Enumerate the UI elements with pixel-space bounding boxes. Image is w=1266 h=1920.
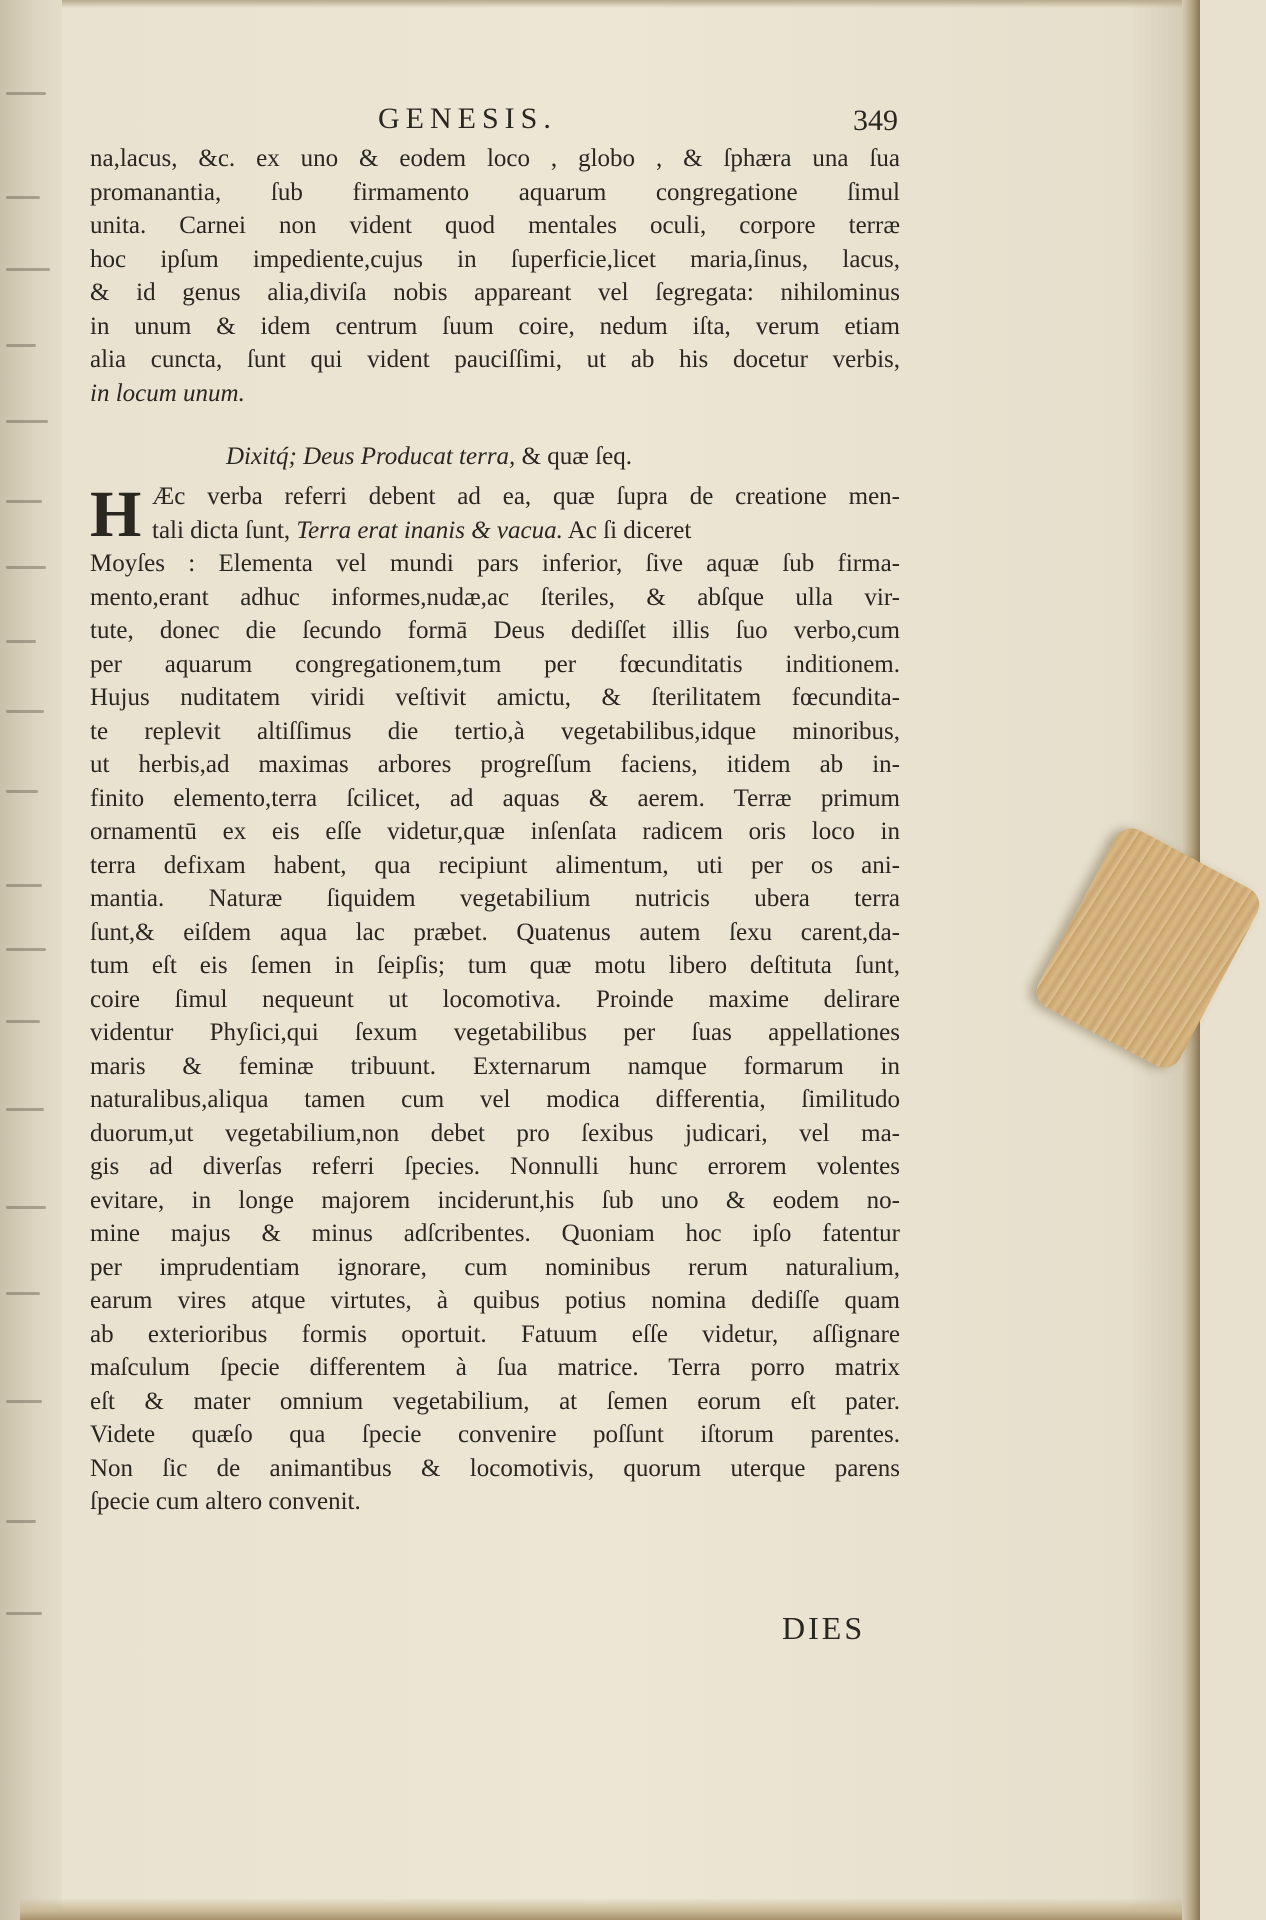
text-line: ornamentū ex eis eſſe videtur,quæ inſenſata radicem oris loco in: [90, 818, 900, 845]
text-line: videntur Phyſici,qui ſexum vegetabilibus per ſuas appellationes: [90, 1019, 900, 1046]
bleed-through-mark: [6, 1612, 42, 1615]
text-line: na,lacus, &c. ex uno & eodem loco , globo , & ſphæra una ſua: [90, 145, 900, 172]
second-line-italic: Terra erat inanis & vacua.: [296, 516, 563, 544]
second-line-roman: tali dicta ſunt,: [152, 516, 297, 544]
bleed-through-mark: [6, 344, 36, 347]
bleed-through-mark: [6, 1292, 40, 1295]
text-line: naturalibus,aliqua tamen cum vel modica differentia, ſimilitudo: [90, 1086, 900, 1113]
text-line: promanantia, ſub firmamento aquarum congregatione ſimul: [90, 178, 900, 206]
text-line: finito elemento,terra ſcilicet, ad aquas & aerem. Terræ primum: [90, 784, 900, 812]
text-line-italic: in locum unum.: [90, 379, 245, 407]
page-number: 349: [853, 104, 898, 137]
bleed-through-mark: [6, 884, 42, 887]
text-line: ab exterioribus formis oportuit. Fatuum eſſe videtur, aſſignare: [90, 1320, 900, 1348]
text-line-last: ſpecie cum altero convenit.: [90, 1488, 361, 1515]
text-line: & id genus alia,diviſa nobis appareant vel ſegregata: nihilominus: [90, 279, 900, 306]
bleed-through-mark: [6, 500, 42, 503]
bleed-through-mark: [6, 1108, 44, 1111]
text-line: Non ſic de animantibus & locomotivis, quorum uterque parens: [90, 1454, 900, 1482]
text-line: ut herbis,ad maximas arbores progreſſum faciens, itidem ab in-: [90, 751, 900, 778]
text-line: gis ad diverſas referri ſpecies. Nonnulli hunc errorem volentes: [90, 1153, 900, 1180]
bleed-through-mark: [6, 420, 48, 423]
running-header: [378, 102, 898, 142]
bleed-through-mark: [6, 710, 44, 713]
text-line: in unum & idem centrum ſuum coire, nedum iſta, verum etiam: [90, 312, 900, 340]
text-line: Hujus nuditatem viridi veſtivit amictu, & ſterilitatem fœcundita-: [90, 684, 900, 711]
paragraph-continued: [90, 142, 900, 410]
text-line: maſculum ſpecie differentem à ſua matrice. Terra porro matrix: [90, 1354, 900, 1381]
bleed-through-mark: [6, 948, 46, 951]
bleed-through-mark: [6, 92, 46, 95]
bleed-through-mark: [6, 196, 40, 199]
text-line: mantia. Naturæ ſiquidem vegetabilium nutricis ubera terra: [90, 885, 900, 912]
commentary-paragraph: [90, 480, 900, 1519]
bleed-through-mark: [6, 1020, 40, 1023]
text-line: eſt & mater omnium vegetabilium, at ſemen eorum eſt pater.: [90, 1387, 900, 1415]
paragraph-lines: [90, 547, 900, 1485]
caption-roman: & quæ ſeq.: [515, 443, 632, 470]
wooden-page-holder: [1030, 822, 1265, 1074]
text-line: maris & feminæ tribuunt. Externarum namque formarum in: [90, 1052, 900, 1080]
text-line: earum vires atque virtutes, à quibus potius nomina dediſſe quam: [90, 1287, 900, 1314]
page-top-edge: [62, 0, 1182, 8]
second-line-tail: Ac ſi diceret: [562, 516, 692, 544]
binding-gutter: [0, 0, 62, 1920]
text-line: hoc ipſum impediente,cujus in ſuperficie,licet maria,ſinus, lacus,: [90, 245, 900, 273]
text-line: coire ſimul nequeunt ut locomotiva. Proinde maxime delirare: [90, 985, 900, 1013]
text-line: mine majus & minus adſcribentes. Quoniam hoc ipſo fatentur: [90, 1220, 900, 1247]
text-line: unita. Carnei non vident quod mentales oculi, corpore terræ: [90, 212, 900, 239]
text-line: tute, donec die ſecundo formā Deus dediſſet illis ſuo verbo,cum: [90, 617, 900, 644]
running-title: GENESIS.: [378, 102, 557, 135]
bleed-through-mark: [6, 566, 46, 569]
catchword: DIES: [782, 1610, 866, 1646]
drop-capital: H: [90, 478, 142, 551]
text-line: evitare, in longe majorem inciderunt,his ſub uno & eodem no-: [90, 1186, 900, 1214]
bleed-through-mark: [6, 268, 50, 271]
bleed-through-mark: [6, 640, 36, 643]
bleed-through-mark: [6, 1400, 42, 1403]
page-bottom-edge: [20, 1898, 1182, 1920]
text-line: te replevit altiſſimus die tertio,à vegetabilibus,idque minoribus,: [90, 717, 900, 745]
caption-italic: Dixitq́; Deus Producat terra,: [226, 443, 516, 470]
bleed-through-mark: [6, 1206, 46, 1209]
text-line-second: [90, 514, 900, 548]
text-line: terra defixam habent, qua recipiunt alimentum, uti per os ani-: [90, 851, 900, 879]
text-line: duorum,ut vegetabilium,non debet pro ſexibus judicari, vel ma-: [90, 1119, 900, 1147]
text-line: tum eſt eis ſemen in ſeipſis; tum quæ motu libero deſtituta ſunt,: [90, 952, 900, 979]
text-line: per imprudentiam ignorare, cum nominibus rerum naturalium,: [90, 1253, 900, 1281]
text-line: Moyſes : Elementa vel mundi pars inferior, ſive aquæ ſub firma-: [90, 550, 900, 577]
text-line: ſunt,& eiſdem aqua lac præbet. Quatenus autem ſexu carent,da-: [90, 918, 900, 946]
bleed-through-mark: [6, 1520, 36, 1523]
first-line-text: Æc verba referri debent ad ea, quæ ſupra de creatione men-: [152, 483, 900, 510]
section-caption: [226, 440, 826, 474]
text-line: per aquarum congregationem,tum per fœcunditatis inditionem.: [90, 650, 900, 678]
text-line: alia cuncta, ſunt qui vident pauciſſimi, ut ab his docetur verbis,: [90, 346, 900, 373]
bleed-through-mark: [6, 790, 38, 793]
text-line: mento,erant adhuc informes,nudæ,ac ſteriles, & abſque ulla vir-: [90, 583, 900, 611]
text-line: Videte quæſo qua ſpecie convenire poſſunt iſtorum parentes.: [90, 1421, 900, 1448]
